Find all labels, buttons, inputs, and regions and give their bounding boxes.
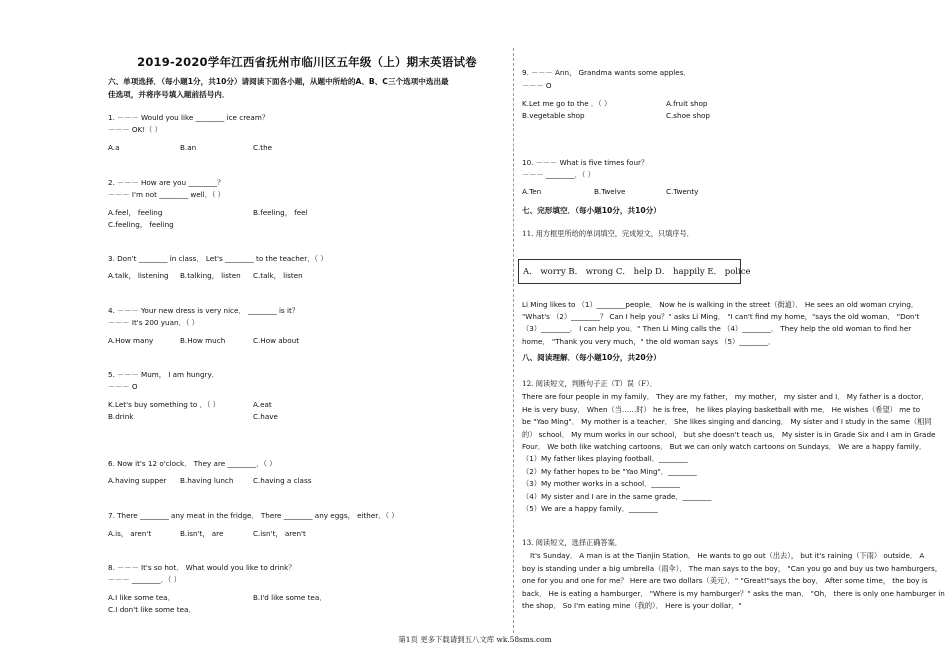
q3-option-a: A.talk， listening [108,271,169,280]
q9-option-b: B.vegetable shop [522,111,585,120]
q2-option-b: B.feeling， feel [253,208,308,217]
q6-option-c: C.having a class [253,476,312,485]
section7-heading: 七、完形填空．（每小题10分，共10分） [522,206,661,215]
q10-option-c: C.Twenty [666,187,699,196]
q12-statement-3: （3）My mother works in a school．________ [522,479,681,488]
section8-heading: 八、阅读理解．（每小题10分，共20分） [522,353,661,362]
q1-option-b: B.an [180,143,197,152]
q2-option-c: C.feeling， feeling [108,220,174,229]
q9-option-c: C.shoe shop [666,111,710,120]
q2-line2: －－－ I'm not ________ well．（ ） [108,190,225,199]
q3-stem: 3. Don't ________ in class． Let's ________ to the teacher．（ ） [108,254,328,263]
q5-line2: －－－ O [108,382,138,391]
page-footer: 第1页 更多下载请到五八文库 wk.58sms.com [398,635,552,644]
q5-stem: 5. －－－ Mum， I am hungry． [108,370,219,379]
q10-stem: 10. －－－ What is five times four？ [522,158,649,167]
q11-passage-line2: "What's （2）________？ Can I help you？" asks Li Ming． "I can't find my home，"says the old woman． "Don't [522,312,920,321]
q13-passage-line5: the shop． So I'm eating mine（我的）． Here is your dollar．" [522,601,742,610]
q4-option-a: A.How many [108,336,154,345]
q12-passage-line3: be "Yao Ming"． My mother is a teacher． She likes singing and dancing． My sister and I study in the same（相同 [522,417,932,426]
q11-stem: 11. 用方框里所给的单词填空，完成短文，只填序号． [522,229,694,238]
q12-passage-line4: 的） school． My mum works in our school， but she doesn't teach us． My sister is in Grade Six and I am in Grade [522,430,936,439]
q7-option-a: A.is， aren't [108,529,152,538]
section6-heading: 六、单项选择．（每小题1分，共10分）请阅读下面各小题，从题中所给的A、B、C三个选项中选出最 [108,77,449,86]
q12-statement-2: （2）My father hopes to be "Yao Ming"．________ [522,467,697,476]
q10-option-b: B.Twelve [594,187,626,196]
q12-statement-1: （1）My father likes playing football．________ [522,454,688,463]
q13-stem: 13. 阅读短文，选择正确答案． [522,538,622,547]
q4-option-b: B.How much [180,336,226,345]
q2-stem: 2. －－－ How are you ________？ [108,178,225,187]
q9-line2: －－－ O [522,81,552,90]
column-divider [513,48,514,633]
section6-heading-line2: 佳选项，并将序号填入题前括号内． [108,90,230,99]
q12-passage-line1: There are four people in my family． They are my father， my mother， my sister and I． My father is a doctor． [522,392,929,401]
q9-option-a: A.fruit shop [666,99,708,108]
q6-option-b: B.having lunch [180,476,234,485]
q10-line2: －－－ ________．（ ） [522,170,595,179]
q8-option-b: B.I'd like some tea． [253,593,327,602]
q5-option-c: C.have [253,412,278,421]
q8-line2: －－－ ________．（ ） [108,575,181,584]
q5-option-b: B.drink [108,412,134,421]
q7-stem: 7. There ________ any meat in the fridge． There ________ any eggs， either．（ ） [108,511,399,520]
q8-option-a: A.I like some tea． [108,593,175,602]
q7-option-c: C.isn't， aren't [253,529,306,538]
q10-option-a: A.Ten [522,187,542,196]
q13-passage-line4: back． He is eating a hamburger． "Where is my hamburger？" asks the man． "Oh， there is only one hamburger in [522,589,945,598]
q4-option-c: C.How about [253,336,300,345]
q11-passage-line4: home． "Thank you very much，" the old woman says （5）________． [522,337,776,346]
q3-option-b: B.talking， listen [180,271,241,280]
q1-stem: 1. －－－ Would you like ________ ice cream？ [108,113,270,122]
q8-stem: 8. －－－ It's so hot． What would you like to drink？ [108,563,296,572]
q12-passage-line2: He is very busy． When（当……时） he is free， he likes playing basketball with me． He wishes（希望） me to [522,405,921,414]
q12-statement-4: （4）My sister and I are in the same grade．________ [522,492,712,501]
q11-passage-line3: （3）________． I can help you．" Then Li Ming calls the （4）________． They help the old woman to find her [522,324,912,333]
q2-option-a: A.feel， feeling [108,208,163,217]
q13-passage-line2: boy is standing under a big umbrella（雨伞）． The man says to the boy， "Can you go and buy us two hamburgers， [522,564,942,573]
page-title: 2019-2020学年江西省抚州市临川区五年级（上）期末英语试卷 [137,55,477,69]
q12-statement-5: （5）We are a happy family．________ [522,504,658,513]
q9-stem: 9. －－－ Ann， Grandma wants some apples． [522,68,691,77]
q1-option-a: A.a [108,143,120,152]
q9-option-k: K.Let me go to the ．（ ） [522,99,612,108]
q5-option-k: K.Let's buy something to ．（ ） [108,400,220,409]
q3-option-c: C.talk， listen [253,271,303,280]
q11-word-box: A． worry B． wrong C． help D． happily E． police [518,259,741,284]
q13-passage-line1: It's Sunday． A man is at the Tianjin Station． He wants to go out（出去）， but it's raining（下雨） outside． A [530,551,925,560]
q8-option-c: C.I don't like some tea． [108,605,196,614]
q4-stem: 4. －－－ Your new dress is very nice． ________ is it？ [108,306,299,315]
q6-stem: 6. Now it's 12 o'clock． They are ________．（ ） [108,459,277,468]
q12-stem: 12. 阅读短文，判断句子正（T）误（F）． [522,379,657,388]
q5-option-a: A.eat [253,400,272,409]
q7-option-b: B.isn't， are [180,529,224,538]
q13-passage-line3: one for you and one for me？ Here are two dollars（美元）．" "Great!"says the boy． After some time， the boy is [522,576,928,585]
q12-passage-line5: Four． We both like watching cartoons． But we can only watch cartoons on Sundays． We are a happy family． [522,442,927,451]
q1-option-c: C.the [253,143,273,152]
q6-option-a: A.having supper [108,476,167,485]
q11-passage-line1: Li Ming likes to （1）________people． Now he is walking in the street（街道）． He sees an old woman crying． [522,300,919,309]
q4-line2: －－－ It's 200 yuan．（ ） [108,318,199,327]
q1-line2: －－－ OK!（ ） [108,125,162,134]
